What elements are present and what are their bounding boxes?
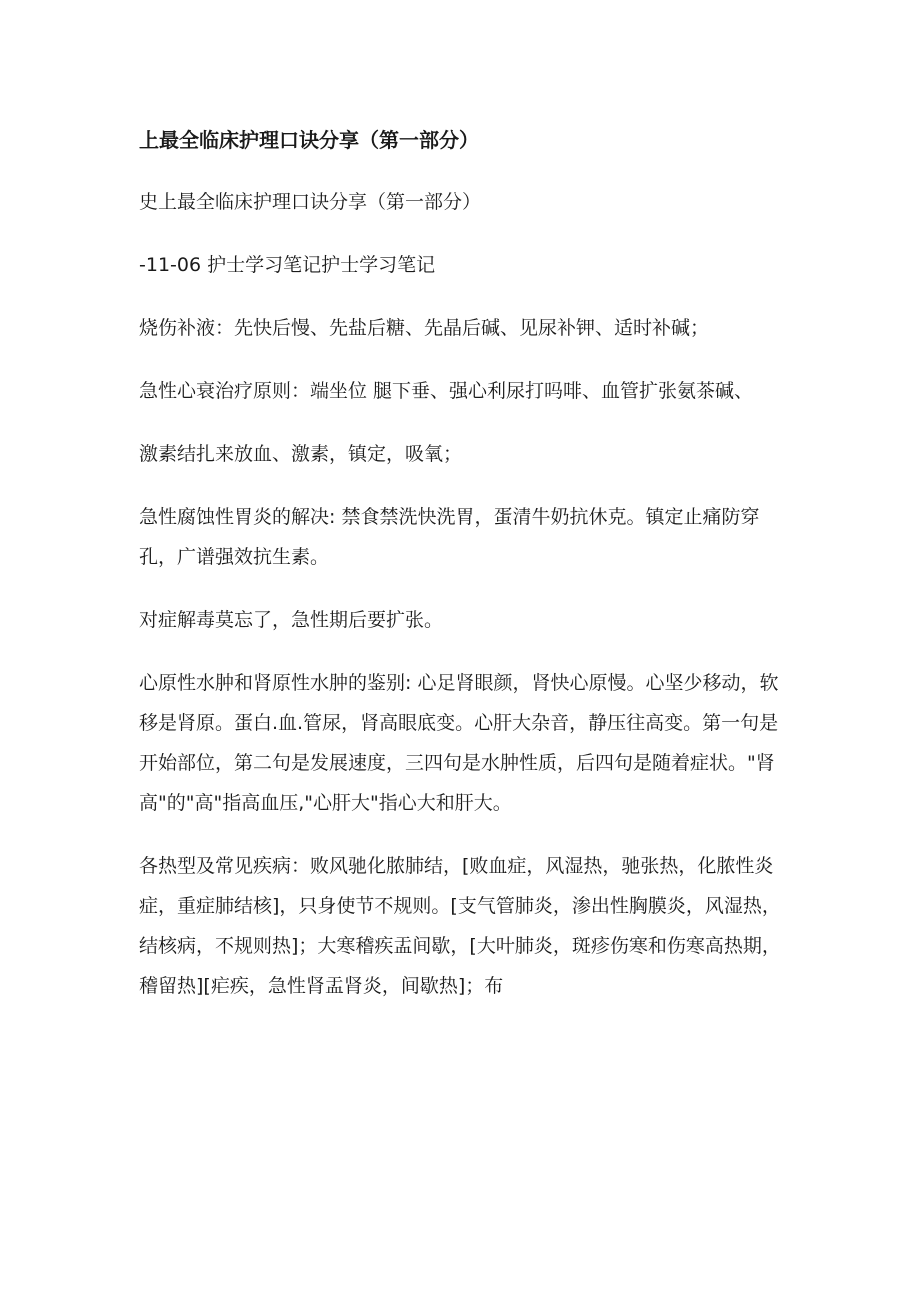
paragraph-hormone: 激素结扎来放血、激素，镇定，吸氧； bbox=[139, 443, 463, 465]
document-title: 上最全临床护理口诀分享（第一部分） bbox=[139, 128, 479, 152]
document-body bbox=[139, 120, 784, 1029]
paragraph-detox: 对症解毒莫忘了，急性期后要扩张。 bbox=[139, 609, 444, 631]
paragraph-fever-types: 各热型及常见疾病：败风驰化脓肺结，[败血症，风湿热，驰张热，化脓性炎症，重症肺结核]，只身使节不规则。[支气管肺炎，渗出性胸膜炎，风湿热，结核病，不规则热]；大寒稽疾盂间歇，[大叶肺炎，斑疹伤寒和伤寒高热期，稽留热][疟疾，急性肾盂肾炎，间歇热]；布 bbox=[139, 855, 781, 997]
paragraph-date-source: -11-06 护士学习笔记护士学习笔记 bbox=[139, 254, 436, 276]
paragraph-burn-fluid: 烧伤补液：先快后慢、先盐后糖、先晶后碱、见尿补钾、适时补碱； bbox=[139, 317, 710, 339]
paragraph-subtitle: 史上最全临床护理口诀分享（第一部分） bbox=[139, 191, 482, 213]
paragraph-edema-differential: 心原性水肿和肾原性水肿的鉴别: 心足肾眼颜，肾快心原慢。心坚少移动，软移是肾原。蛋白.血.管尿，肾高眼底变。心肝大杂音，静压往高变。第一句是开始部位，第二句是发展速度，三四句是水肿性质，后四句是随着症状。"肾高"的"高"指高血压,"心肝大"指心大和肝大。 bbox=[139, 672, 779, 814]
paragraph-corrosive-gastritis: 急性腐蚀性胃炎的解决: 禁食禁洗快洗胃，蛋清牛奶抗休克。镇定止痛防穿孔，广谱强效抗生素。 bbox=[139, 506, 760, 568]
paragraph-heart-failure: 急性心衰治疗原则：端坐位 腿下垂、强心利尿打吗啡、血管扩张氨茶碱、 bbox=[139, 380, 754, 402]
